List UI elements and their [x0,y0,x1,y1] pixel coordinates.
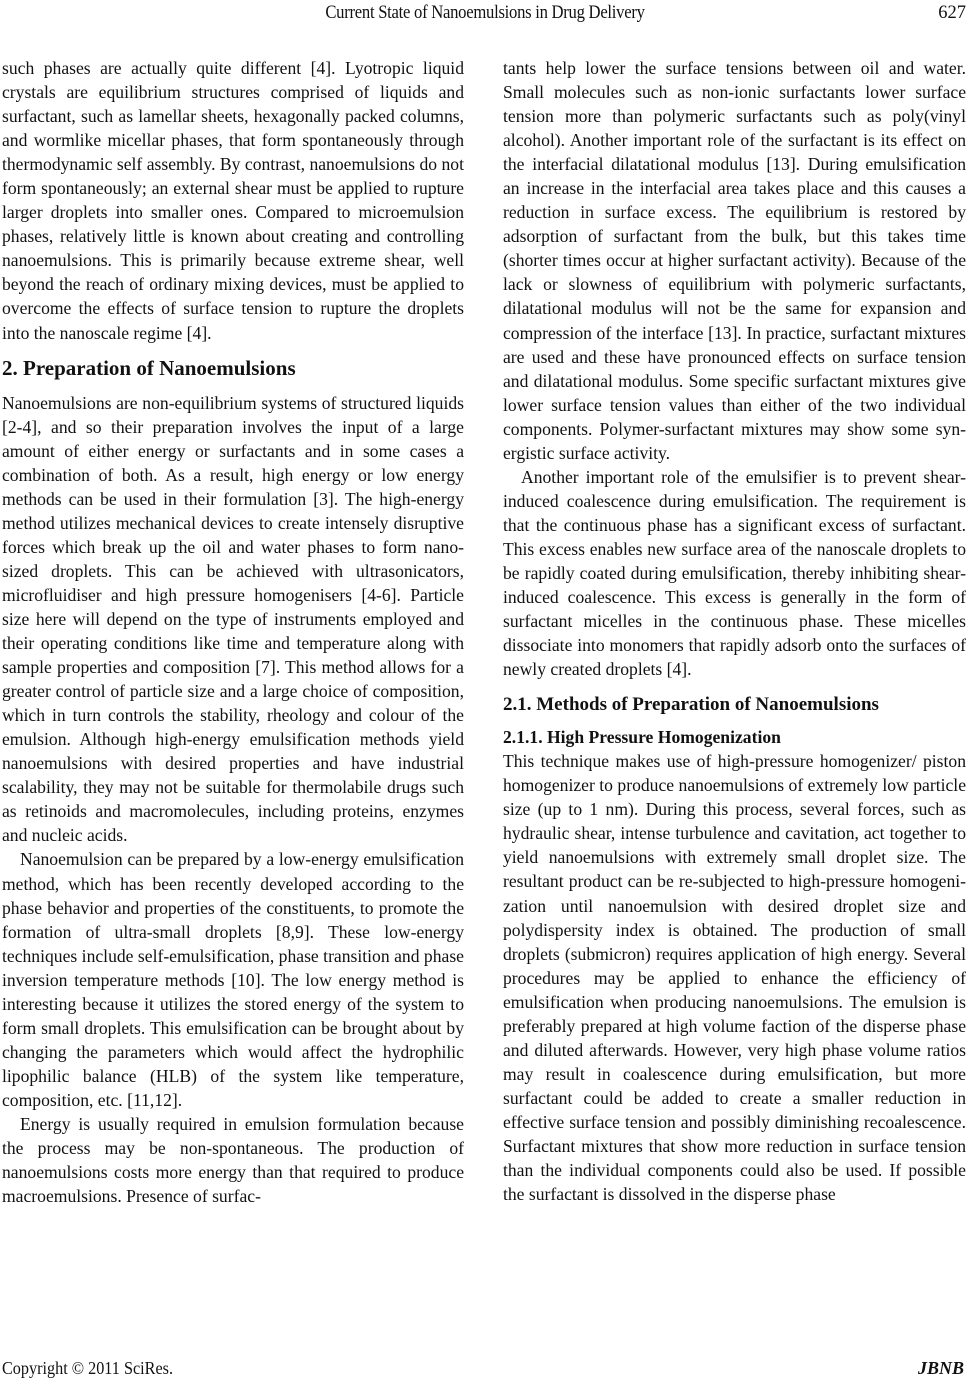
paragraph: Nanoemulsion can be prepared by a low-energy emulsification method, which has been recently developed according to the phase behavior and properties of the constituents, to promote the formation of ultra-small droplets [8,9]. These low-energy techniques include self-emulsification, phase transition and phase inversion temperature methods [10]. The low energy method is interesting because it utilizes the stored energy of the system to form small droplets. This emulsification can be brought about by changing the parameters which would affect the hydrophilic lipophilic balance (HLB) of the system like temperature, composition, etc. [11,12]. [2,849,464,1110]
paragraph: such phases are actually quite different [4]. Lyotropic liquid crystals are equilibrium structures comprised of liquids and surfactant, such as lamellar sheets, hexagonally packed columns, and wormlike micellar phases, that form spontaneously through thermodynamic self assembly. By contrast, nanoemulsions do not form spontaneously; an external shear must be applied to rupture larger droplets into smaller ones. Compared to microemulsion phases, relatively little is known about creating and controlling nanoemulsions. This is primarily because extreme shear, well beyond the reach of ordinary mixing devices, must be applied to overcome the effects of surface tension to rupture the droplets into the nanoscale regime [4]. [2,58,464,343]
page-number: 627 [938,3,966,23]
subsubsection-heading: 2.1.1. High Pressure Homogenization [503,727,781,748]
running-title: Current State of Nanoemulsions in Drug Delivery [325,3,645,23]
subsection-heading: 2.1. Methods of Preparation of Nanoemulsions [503,694,879,716]
paragraph: This technique makes use of high-pressure homogenizer/ piston homogenizer to produce nanoemulsions of extremely low particle size (up to 1 nm). During this process, several forces, such as hydraulic shear, intense turbulence and cavitation, act together to yield nanoemulsions with extremely small droplet size. The resultant product can be re-subjected to high-pressure homogenization until nanoemulsion with desired droplet size and polydispersity index is obtained. The production of small droplets (submicron) requires application of high energy. Several procedures may be applied to enhance the efficiency of emulsification when producing nanoemulsions. The emulsion is preferably prepared at high volume faction of the disperse phase and diluted afterwards. However, very high phase volume ratios may result in coalescence during emulsification, but more surfactant could be added to create a smaller reduction in effective surface tension and possibly diminishing recoalescence. Surfactant mixtures that show more reduction in surface tension than the individual components could also be used. If possible the surfactant is dissolved in the disperse phase [503,751,966,1205]
right-column [503,56,966,1206]
paragraph: Another important role of the emulsifier is to prevent shear-induced coalescence during emulsification. The requirement is that the continuous phase has a significant excess of surfactant. This excess enables new surface area of the nanoscale droplets to be rapidly coated during emulsification, thereby inhibiting shear-induced coalescence. This excess is generally in the form of surfactant micelles in the continuous phase. These micelles dissociate into monomers that rapidly adsorb onto the surfaces of newly created droplets [4]. [503,466,966,680]
section-heading: 2. Preparation of Nanoemulsions [2,355,296,380]
running-header [0,0,970,26]
left-column [2,56,464,1208]
paragraph: tants help lower the surface tensions between oil and water. Small molecules such as non-ionic surfactants lower surface tension more than polymeric surfactants such as poly(vinyl alcohol). Another important role of the surfactant is its effect on the interfacial dilatational modulus [13]. During emulsification an increase in the interfacial area takes place and this causes a reduction in surface excess. The equilibrium is restored by adsorption of surfactant from the bulk, but this takes time (shorter times occur at higher surfactant activity). Because of the lack or slowness of equilibrium with polymeric surfactants, dilatational modulus will not be the same for expansion and compression of the interface [13]. In practice, surfactant mixtures are used and these have pronounced effects on surface tension and dilatational modulus. Some specific surfactant mixtures give lower surface tension values than either of the two individual components. Polymer-surfactant mixtures may show some synergistic surface activity. [503,58,966,463]
paragraph: Energy is usually required in emulsion formulation because the process may be non-spontaneous. The production of nanoemulsions costs more energy than that required to produce macroemulsions. Presence of surfac- [2,1113,464,1207]
page-footer [0,1356,970,1382]
paragraph: Nanoemulsions are non-equilibrium systems of structured liquids [2-4], and so their preparation involves the input of a large amount of either energy or surfactants and in some cases a combination of both. As a result, high energy or low energy methods can be used in their formulation [3]. The high-energy method utilizes mechanical devices to create intensely disruptive forces which break up the oil and water phases to form nano-sized droplets. This can be achieved with ultrasonicators, microfluidiser and high pressure homogenisers [4-6]. Particle size here will depend on the type of instruments employed and their operating conditions like time and temperature along with sample properties and composition [7]. This method allows for a greater control of particle size and a large choice of composition, which in turn controls the stability, rheology and colour of the emulsion. Although high-energy emulsification methods yield nanoemulsions with desired properties and have industrial scalability, they may not be suitable for thermolabile drugs such as retinoids and macromolecules, including proteins, enzymes and nucleic acids. [2,392,464,846]
copyright-notice: Copyright © 2011 SciRes. [2,1358,174,1378]
journal-abbreviation: JBNB [917,1358,964,1378]
